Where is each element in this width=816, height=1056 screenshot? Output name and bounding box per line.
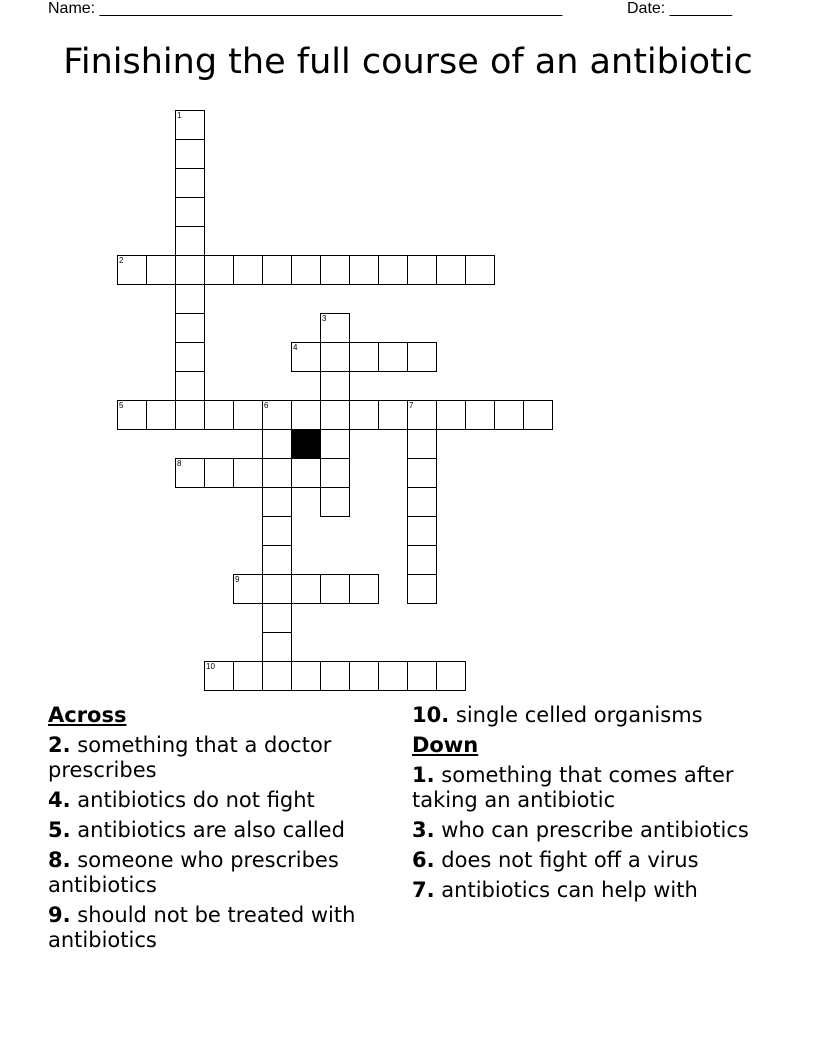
crossword-cell[interactable] [175,284,205,314]
crossword-cell[interactable] [320,458,350,488]
crossword-cell[interactable] [320,574,350,604]
crossword-cell[interactable] [320,487,350,517]
crossword-cell[interactable] [175,226,205,256]
crossword-cell[interactable] [233,255,263,285]
crossword-cell[interactable] [175,400,205,430]
crossword-cell[interactable] [407,429,437,459]
crossword-cell[interactable] [378,661,408,691]
crossword-cell[interactable] [378,400,408,430]
across-heading: Across [48,703,127,727]
cell-number: 6 [264,401,269,410]
crossword-cell[interactable] [262,632,292,662]
crossword-cell[interactable] [204,400,234,430]
crossword-cell[interactable] [262,487,292,517]
down-heading: Down [412,733,479,757]
crossword-cell[interactable] [436,255,466,285]
crossword-cell[interactable] [233,574,263,604]
crossword-cell[interactable] [320,255,350,285]
across-clue: 2. something that a doctor prescribes [48,733,332,782]
crossword-cell[interactable] [407,661,437,691]
cell-number: 2 [119,256,124,265]
crossword-cell[interactable] [175,458,205,488]
crossword-cell[interactable] [320,661,350,691]
crossword-cell[interactable] [262,661,292,691]
crossword-cell[interactable] [204,458,234,488]
crossword-cell[interactable] [204,661,234,691]
crossword-cell[interactable] [407,342,437,372]
crossword-cell[interactable] [494,400,524,430]
down-clue: 1. something that comes after taking an antibiotic [412,763,734,812]
crossword-cell[interactable] [175,255,205,285]
across-clue: 4. antibiotics do not fight [48,788,315,812]
crossword-cell[interactable] [407,574,437,604]
crossword-cell[interactable] [117,400,147,430]
crossword-cell[interactable] [349,400,379,430]
cell-number: 1 [177,111,182,120]
crossword-cell[interactable] [175,197,205,227]
crossword-cell[interactable] [349,342,379,372]
crossword-cell[interactable] [262,603,292,633]
crossword-cell[interactable] [146,400,176,430]
crossword-cell[interactable] [320,313,350,343]
crossword-cell[interactable] [407,400,437,430]
crossword-cell[interactable] [320,429,350,459]
crossword-cell[interactable] [233,400,263,430]
crossword-cell[interactable] [175,110,205,140]
name-field-label: Name: ____________________________________________________ [48,0,563,17]
crossword-cell[interactable] [407,545,437,575]
clues-column-right [412,703,752,908]
crossword-cell[interactable] [117,255,147,285]
down-clue: 3. who can prescribe antibiotics [412,818,749,842]
crossword-cell[interactable] [407,516,437,546]
crossword-cell[interactable] [262,545,292,575]
crossword-cell[interactable] [262,574,292,604]
crossword-cell[interactable] [436,661,466,691]
across-clue: 9. should not be treated with antibiotics [48,903,356,952]
crossword-cell[interactable] [320,342,350,372]
crossword-cell[interactable] [407,458,437,488]
across-clue: 8. someone who prescribes antibiotics [48,848,339,897]
across-clue: 5. antibiotics are also called [48,818,345,842]
crossword-cell[interactable] [378,342,408,372]
crossword-cell[interactable] [320,400,350,430]
cell-number: 8 [177,459,182,468]
cell-number: 3 [322,314,327,323]
across-clue: 10. single celled organisms [412,703,703,727]
cell-number: 7 [409,401,414,410]
crossword-cell[interactable] [291,574,321,604]
crossword-cell[interactable] [291,458,321,488]
date-field-label: Date: _______ [627,0,732,17]
crossword-cell[interactable] [523,400,553,430]
crossword-cell[interactable] [175,371,205,401]
crossword-cell[interactable] [349,255,379,285]
crossword-cell[interactable] [320,371,350,401]
crossword-cell[interactable] [465,255,495,285]
crossword-cell[interactable] [233,661,263,691]
crossword-cell[interactable] [146,255,176,285]
cell-number: 10 [206,662,215,671]
crossword-cell[interactable] [349,574,379,604]
crossword-cell[interactable] [378,255,408,285]
crossword-cell[interactable] [262,400,292,430]
cell-number: 9 [235,575,240,584]
crossword-cell[interactable] [233,458,263,488]
down-clue: 7. antibiotics can help with [412,878,698,902]
crossword-cell[interactable] [291,255,321,285]
crossword-cell[interactable] [175,313,205,343]
crossword-block [291,429,321,459]
crossword-cell[interactable] [291,661,321,691]
crossword-cell[interactable] [175,139,205,169]
down-clue: 6. does not fight off a virus [412,848,699,872]
cell-number: 4 [293,343,298,352]
crossword-cell[interactable] [262,255,292,285]
crossword-cell[interactable] [291,400,321,430]
crossword-cell[interactable] [262,429,292,459]
cell-number: 5 [119,401,124,410]
crossword-cell[interactable] [262,458,292,488]
crossword-cell[interactable] [436,400,466,430]
crossword-cell[interactable] [407,255,437,285]
crossword-cell[interactable] [465,400,495,430]
crossword-cell[interactable] [175,168,205,198]
crossword-cell[interactable] [407,487,437,517]
crossword-cell[interactable] [349,661,379,691]
clues-column-left [48,703,388,958]
crossword-cell[interactable] [204,255,234,285]
crossword-cell[interactable] [262,516,292,546]
crossword-cell[interactable] [291,342,321,372]
puzzle-title: Finishing the full course of an antibiotic [63,42,753,82]
crossword-cell[interactable] [175,342,205,372]
